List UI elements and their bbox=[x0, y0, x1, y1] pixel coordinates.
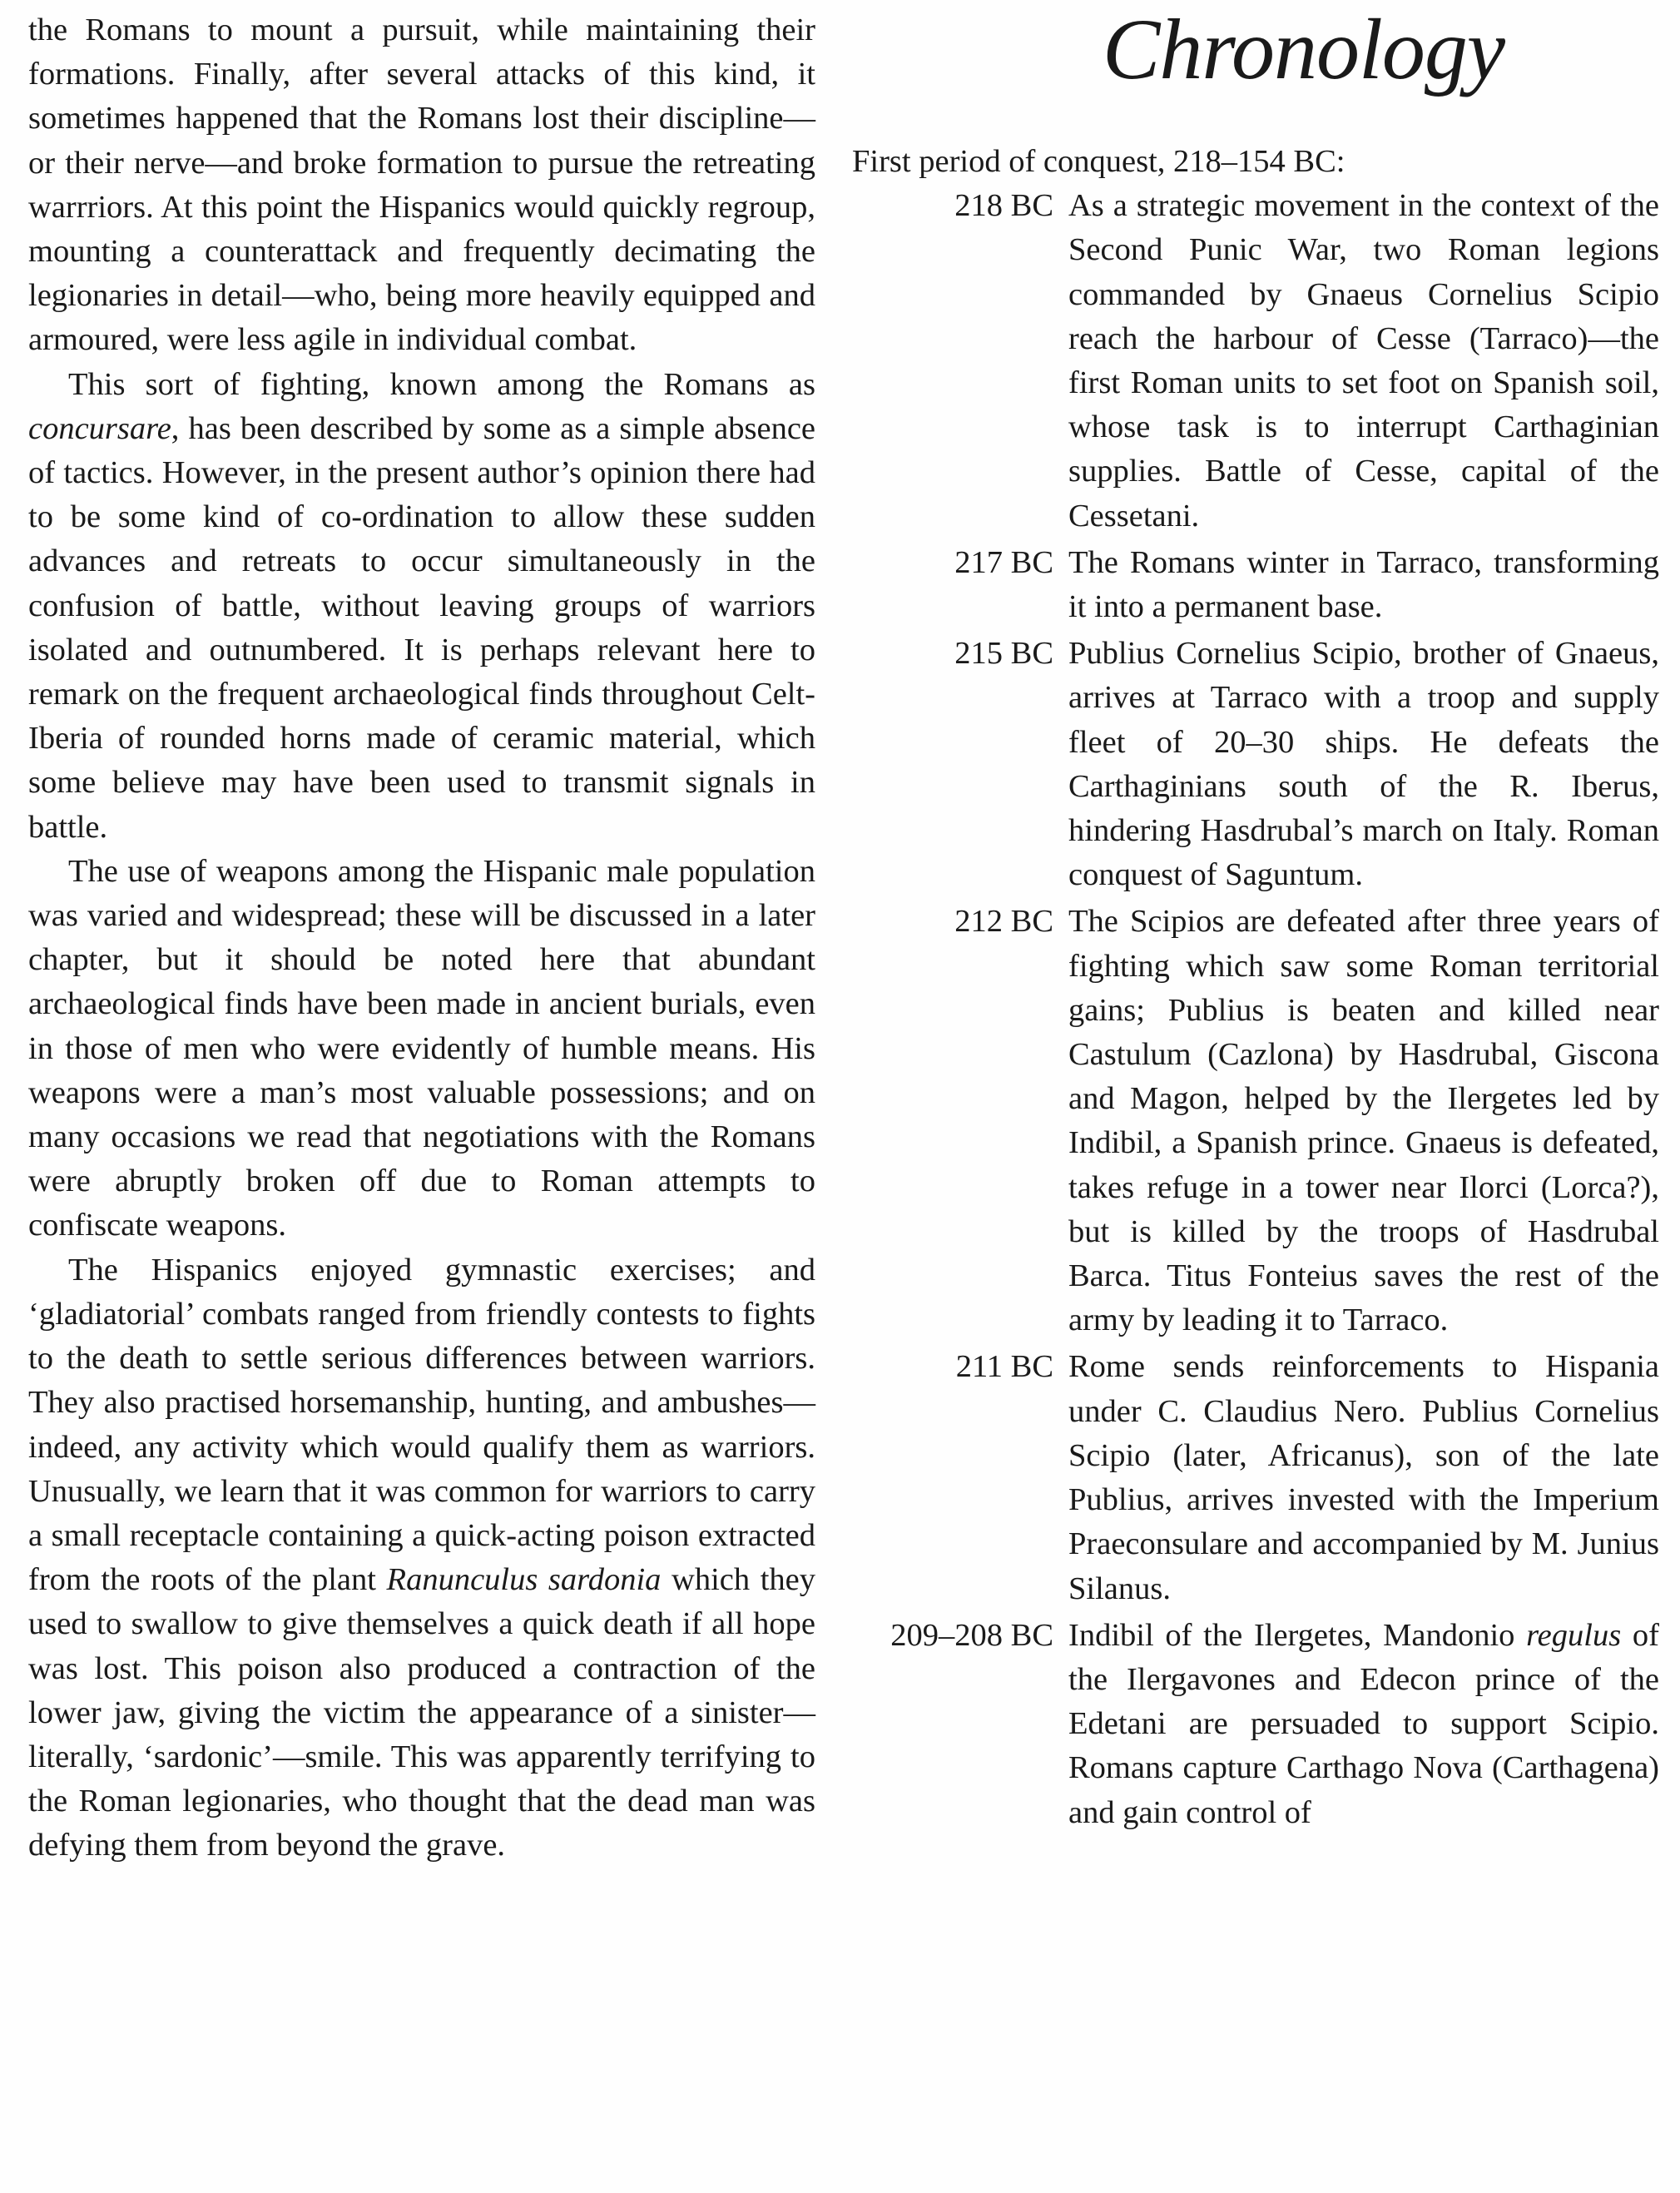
text-segment: The Hispanics enjoyed gymnastic exercises; and ‘gladiatorial’ combats ranged from friendly contests to fights to the death to settle serious differences between warriors. They also practised horsemanship, hunting, and ambushes—indeed, any activity which would qualify them as warriors. Unusually, we learn that it was common for warriors to carry a small receptacle containing a quick-acting poison extracted from the roots of the plant bbox=[28, 1252, 815, 1598]
chronology-entry bbox=[852, 900, 1659, 1342]
text-segment: , has been described by some as a simple absence of tactics. However, in the present author’s opinion there had to be some kind of co-ordination to allow these sudden advances and retreats to occur simultaneously in the confusion of battle, without leaving groups of warriors isolated and outnumbered. It is perhaps relevant here to remark on the frequent archaeological finds throughout Celt-Iberia of rounded horns made of ceramic material, which some believe may have been used to transmit signals in battle. bbox=[28, 410, 815, 845]
text-segment: which they used to swallow to give themselves a quick death if all hope was lost. This poison also produced a contraction of the lower jaw, giving the victim the appearance of a sinister—literally, ‘sardonic’—smile. This was apparently terrifying to the Roman legionaries, who thought that the dead man was defying them from beyond the grave. bbox=[28, 1562, 815, 1863]
text-segment: This sort of fighting, known among the Romans as bbox=[68, 366, 815, 402]
entry-date: 217 BC bbox=[954, 544, 1053, 580]
text-segment: The Romans winter in Tarraco, transforming it into a permanent base. bbox=[1068, 544, 1659, 625]
chronology-entry bbox=[852, 541, 1659, 629]
text-segment: The Scipios are defeated after three years of fighting which saw some Roman territorial gains; Publius is beaten and killed near Castulum (Cazlona) by Hasdrubal, Giscona and Magon, helped by the Ilergetes led by Indibil, a Spanish prince. Gnaeus is defeated, takes refuge in a tower near Ilorci (Lorca?), but is killed by the troops of Hasdrubal Barca. Titus Fonteius saves the rest of the army by leading it to Tarraco. bbox=[1068, 904, 1659, 1338]
body-paragraph bbox=[28, 850, 815, 1248]
entry-date: 209–208 BC bbox=[890, 1617, 1053, 1653]
text-segment: Rome sends reinforcements to Hispania under C. Claudius Nero. Publius Cornelius Scipio (later, Africanus), son of the late Publius, arrives invested with the Imperium Praeconsulare and accompanied by M. Junius Silanus. bbox=[1068, 1349, 1659, 1606]
text-segment: the Romans to mount a pursuit, while maintaining their formations. Finally, after several attacks of this kind, it sometimes happened that the Romans lost their discipline—or their nerve—and broke formation to pursue the retreating warrriors. At this point the Hispanics would quickly regroup, mounting a counterattack and frequently decimating the legionaries in detail—who, being more heavily equipped and armoured, were less agile in individual combat. bbox=[28, 12, 815, 358]
body-paragraph bbox=[28, 8, 815, 363]
chronology-entry bbox=[852, 1345, 1659, 1610]
entry-date: 215 BC bbox=[954, 636, 1053, 672]
entry-date: 212 BC bbox=[954, 904, 1053, 940]
text-segment: of the Ilergavones and Edecon prince of the Edetani are persuaded to support Scipio. Romans capture Carthago Nova (Carthagena) and gain control of bbox=[1068, 1617, 1659, 1830]
body-text-column bbox=[28, 8, 815, 1868]
entry-description bbox=[1068, 632, 1659, 897]
chronology-entries bbox=[852, 184, 1659, 1835]
text-segment: The use of weapons among the Hispanic male population was varied and widespread; these will be discussed in a later chapter, but it should be noted here that abundant archaeological finds have been made in ancient burials, even in those of men who were evidently of humble means. His weapons were a man’s most valuable possessions; and on many occasions we read that negotiations with the Romans were abruptly broken off due to Roman attempts to confiscate weapons. bbox=[28, 853, 815, 1243]
italic-text-segment: concursare bbox=[28, 410, 171, 446]
chronology-entry bbox=[852, 184, 1659, 538]
body-paragraph bbox=[28, 1248, 815, 1868]
entry-description bbox=[1068, 1345, 1659, 1610]
chronology-title: Chronology bbox=[1102, 2, 1505, 97]
italic-text-segment: Ranunculus sardonia bbox=[386, 1562, 662, 1598]
body-paragraph bbox=[28, 363, 815, 850]
text-segment: Indibil of the Ilergetes, Mandonio bbox=[1068, 1617, 1527, 1653]
period-heading: First period of conquest, 218–154 BC: bbox=[852, 144, 1345, 179]
italic-text-segment: regulus bbox=[1526, 1617, 1622, 1653]
chronology-entry bbox=[852, 632, 1659, 897]
entry-description bbox=[1068, 184, 1659, 538]
entry-date: 211 BC bbox=[955, 1349, 1053, 1385]
text-segment: As a strategic movement in the context of the Second Punic War, two Roman legions commanded by Gnaeus Cornelius Scipio reach the harbour of Cesse (Tarraco)—the first Roman units to set foot on Spanish soil, whose task is to interrupt Carthaginian supplies. Battle of Cesse, capital of the Cessetani. bbox=[1068, 188, 1659, 533]
chronology-entry bbox=[852, 1614, 1659, 1835]
text-segment: Publius Cornelius Scipio, brother of Gnaeus, arrives at Tarraco with a troop and supply fleet of 20–30 ships. He defeats the Carthaginians south of the R. Iberus, hindering Hasdrubal’s march on Italy. Roman conquest of Saguntum. bbox=[1068, 636, 1659, 893]
entry-description bbox=[1068, 900, 1659, 1342]
entry-date: 218 BC bbox=[954, 188, 1053, 224]
entry-description bbox=[1068, 541, 1659, 629]
entry-description bbox=[1068, 1614, 1659, 1835]
chronology-column bbox=[852, 0, 1659, 1835]
